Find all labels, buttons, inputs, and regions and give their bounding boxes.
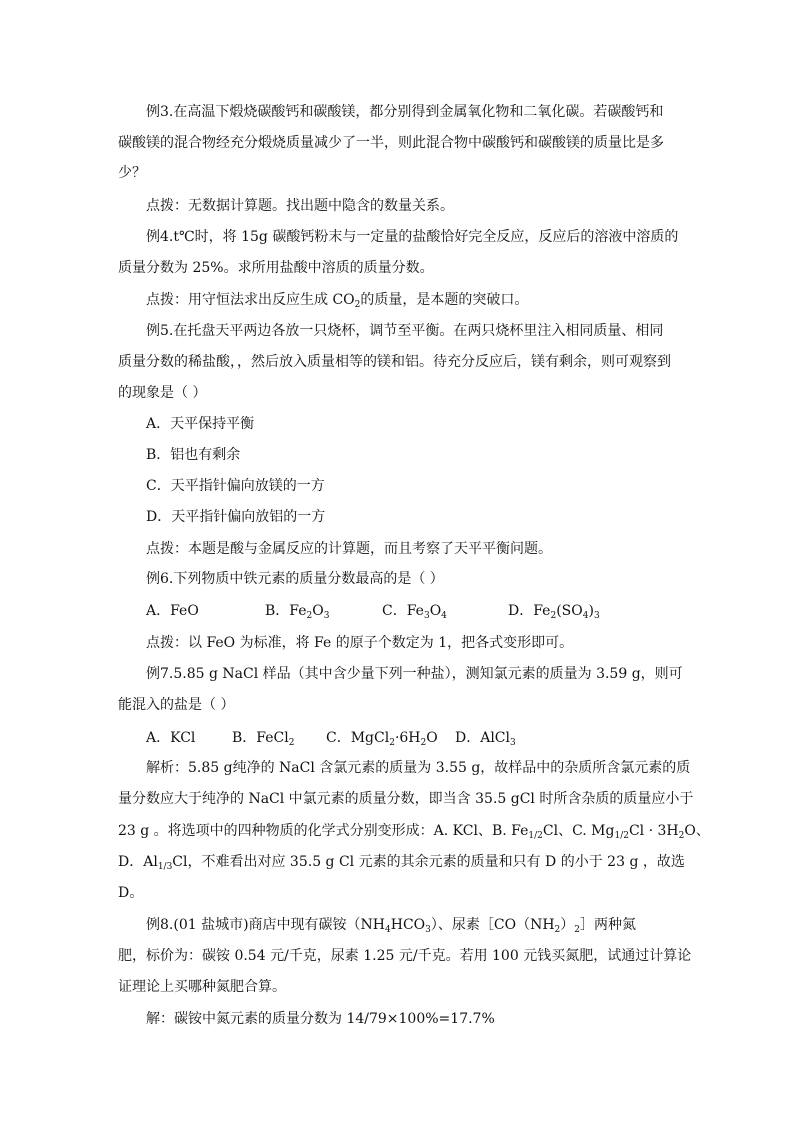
subscript: 3 <box>425 925 431 935</box>
subscript: 4 <box>582 611 589 621</box>
option-text: ) <box>588 603 594 619</box>
option-text: D．AlCl <box>455 730 511 746</box>
solution-text: D．Al <box>118 854 158 870</box>
subscript: 4 <box>441 611 447 621</box>
ex7-line-2: 能混入的盐是（ ） <box>118 697 235 713</box>
ex8-line-1 <box>146 915 636 935</box>
subscript: 2 <box>306 611 313 621</box>
ex8-text: ）、尿素［CO（NH <box>430 917 555 933</box>
option-text: D．Fe <box>508 603 551 619</box>
ex7-solution-3 <box>118 821 710 841</box>
subscript: 3 <box>510 738 516 748</box>
ex7-option-a: A．KCl <box>146 730 196 746</box>
option-text: B．FeCl <box>232 730 289 746</box>
ex6-option-b <box>265 601 329 621</box>
ex5-option-d: D．天平指针偏向放铝的一方 <box>146 509 326 525</box>
ex8-text: ］两种氮 <box>580 917 637 933</box>
ex5-line-1: 例5.在托盘天平两边各放一只烧杯，调节至平衡。在两只烧杯里注入相同质量、相同 <box>146 323 664 339</box>
solution-text: Cl · 3H <box>628 823 679 839</box>
solution-text: 23 g 。将选项中的四种物质的化学式分别变形成：A. KCl、B. Fe <box>118 823 529 839</box>
ex7-solution-4 <box>118 852 685 872</box>
option-text: C．MgCl <box>326 730 390 746</box>
ex4-hint <box>146 290 528 310</box>
ex8-solution: 解：碳铵中氮元素的质量分数为 14/79×100%=17.7% <box>146 1011 495 1027</box>
option-text: B．Fe <box>265 603 307 619</box>
ex5-option-a: A．天平保持平衡 <box>146 416 255 432</box>
ex5-hint: 点拨：本题是酸与金属反应的计算题，而且考察了天平平衡问题。 <box>146 541 552 557</box>
subscript: 2 <box>678 831 685 841</box>
ex4-hint-text: 的质量，是本题的突破口。 <box>360 292 529 308</box>
ex3-hint: 点拨：无数据计算题。找出题中隐含的数量关系。 <box>146 198 454 214</box>
subscript: 3 <box>323 611 330 621</box>
ex8-text: 例8.(01 盐城市)商店中现有碳铵（NH <box>146 917 386 933</box>
subscript: 1/2 <box>614 831 629 841</box>
solution-text: Cl、C. Mg <box>542 823 615 839</box>
option-text: (SO <box>556 603 583 619</box>
subscript: 2 <box>574 925 581 935</box>
option-text: O <box>426 730 438 746</box>
ex3-line-3: 少？ <box>118 165 146 181</box>
ex5-line-3: 的现象是（ ） <box>118 385 207 401</box>
ex4-line-1: 例4.t℃时，将 15g 碳酸钙粉末与一定量的盐酸恰好完全反应，反应后的溶液中溶质的 <box>146 229 679 245</box>
ex8-line-3: 证理论上买哪种氮肥合算。 <box>118 979 286 995</box>
subscript: 4 <box>385 925 391 935</box>
ex7-option-c <box>326 728 438 748</box>
ex7-solution-1: 解析：5.85 g纯净的 NaCl 含氯元素的质量为 3.55 g，故样品中的杂质所含氯元素的质 <box>146 760 691 776</box>
ex6-option-a: A．FeO <box>146 603 199 619</box>
option-text: O <box>312 603 324 619</box>
ex3-line-1: 例3.在高温下煅烧碳酸钙和碳酸镁，都分别得到金属氧化物和二氧化碳。若碳酸钙和 <box>146 104 664 120</box>
ex6-option-c <box>382 601 447 621</box>
ex7-solution-2: 量分数应大于纯净的 NaCl 中氯元素的质量分数，即当含 35.5 gCl 时所含杂质的质量应小于 <box>118 791 694 807</box>
ex6-hint: 点拨：以 FeO 为标准，将 Fe 的原子个数定为 1，把各式变形即可。 <box>146 635 574 651</box>
ex8-text: HCO <box>390 917 426 933</box>
ex4-line-2: 质量分数为 25%。求所用盐酸中溶质的质量分数。 <box>118 260 434 276</box>
ex4-hint-text: 点拨：用守恒法求出反应生成 CO <box>146 292 355 308</box>
ex7-line-1: 例7.5.85 g NaCl 样品（其中含少量下列一种盐），测知氯元素的质量为 3.59 g，则可 <box>146 666 683 682</box>
ex5-option-c: C．天平指针偏向放镁的一方 <box>146 478 325 494</box>
solution-text: Cl，不难看出对应 35.5 g Cl 元素的其余元素的质量和只有 D 的小于 23 g ，故选 <box>172 854 685 870</box>
subscript: 2 <box>550 611 557 621</box>
option-text: O <box>429 603 442 619</box>
subscript: 2 <box>354 300 361 310</box>
ex5-line-2: 质量分数的稀盐酸，，然后放入质量相等的镁和铝。待充分反应后，镁有剩余，则可观察到 <box>118 354 671 370</box>
option-text: ·6H <box>394 730 421 746</box>
ex8-text: ） <box>560 917 575 933</box>
subscript: 2 <box>420 738 427 748</box>
subscript: 1/2 <box>528 831 543 841</box>
option-text: C．Fe <box>382 603 424 619</box>
ex5-option-b: B．铝也有剩余 <box>146 447 241 463</box>
ex7-option-b <box>232 728 294 748</box>
subscript: 2 <box>389 738 395 748</box>
ex7-option-d <box>455 728 516 748</box>
ex7-solution-5: D。 <box>118 885 144 901</box>
ex8-line-2: 肥，标价为：碳铵 0.54 元/千克，尿素 1.25 元/千克。若用 100 元钱买氮肥，试通过计算论 <box>118 948 692 964</box>
subscript: 1/3 <box>157 862 173 872</box>
subscript: 2 <box>288 738 295 748</box>
solution-text: O、 <box>684 823 710 839</box>
subscript: 2 <box>554 925 561 935</box>
ex6-option-d <box>508 601 600 621</box>
subscript: 3 <box>423 611 430 621</box>
ex6-stem: 例6.下列物质中铁元素的质量分数最高的是（ ） <box>146 571 444 587</box>
ex3-line-2: 碳酸镁的混合物经充分煅烧质量减少了一半，则此混合物中碳酸钙和碳酸镁的质量比是多 <box>118 135 664 151</box>
subscript: 3 <box>593 611 600 621</box>
